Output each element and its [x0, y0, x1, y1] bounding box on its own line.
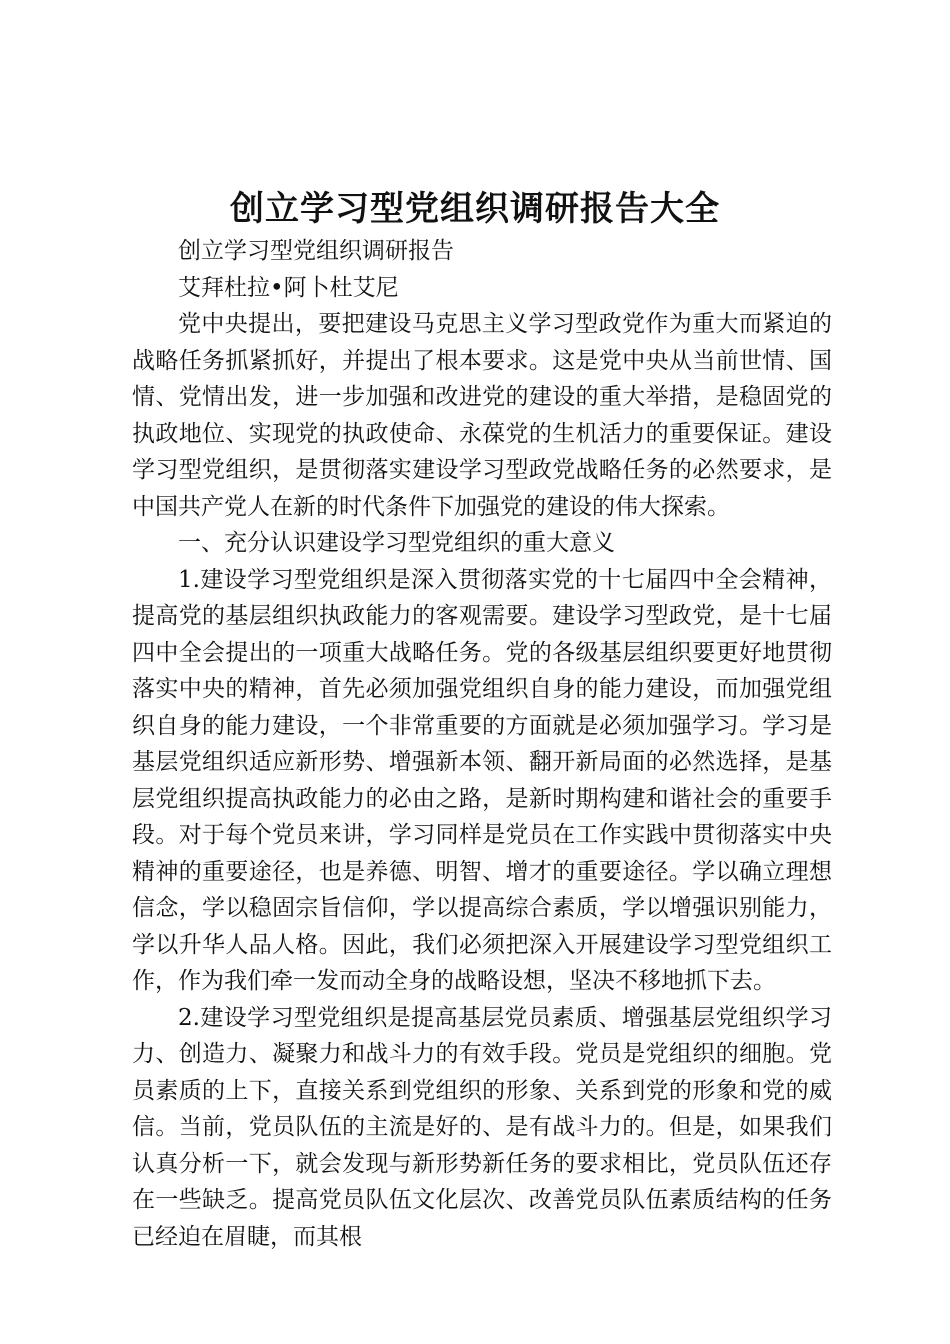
point-2-paragraph: 2.建设学习型党组织是提高基层党员素质、增强基层党组织学习力、创造力、凝聚力和战斗力的有效手段。党员是党组织的细胞。党员素质的上下，直接关系到党组织的形象、关系到党的形象和党的威信。当前，党员队伍的主流是好的、是有战斗力的。但是，如果我们认真分析一下，就会发现与新形势新任务的要求相比，党员队伍还存在一些缺乏。提高党员队伍文化层次、改善党员队伍素质结构的任务已经迫在眉睫，而其根	[132, 1004, 832, 1250]
section-heading: 一、充分认识建设学习型党组织的重大意义	[178, 530, 615, 556]
author-paragraph: 艾拜杜拉•阿卜杜艾尼	[178, 274, 399, 301]
document-title: 创立学习型党组织调研报告大全	[230, 189, 720, 229]
document-body	[132, 233, 832, 1255]
intro-paragraph: 党中央提出，要把建设马克思主义学习型政党作为重大而紧迫的战略任务抓紧抓好，并提出了根本要求。这是党中央从当前世情、国情、党情出发，进一步加强和改进党的建设的重大举措，是稳固党的执政地位、实现党的执政使命、永葆党的生机活力的重要保证。建设学习型党组织，是贯彻落实建设学习型政党战略任务的必然要求，是中国共产党人在新的时代条件下加强党的建设的伟大探索。	[132, 311, 832, 520]
point-1-paragraph: 1.建设学习型党组织是深入贯彻落实党的十七届四中全会精神，提高党的基层组织执政能力的客观需要。建设学习型政党，是十七届四中全会提出的一项重大战略任务。党的各级基层组织要更好地贯彻落实中央的精神，首先必须加强党组织自身的能力建设，而加强党组织自身的能力建设，一个非常重要的方面就是必须加强学习。学习是基层党组织适应新形势、增强新本领、翻开新局面的必然选择，是基层党组织提高执政能力的必由之路，是新时期构建和谐社会的重要手段。对于每个党员来讲，学习同样是党员在工作实践中贯彻落实中央精神的重要途径，也是养德、明智、增才的重要途径。学以确立理想信念，学以稳固宗旨信仰，学以提高综合素质，学以增强识别能力，学以升华人品人格。因此，我们必须把深入开展建设学习型党组织工作，作为我们牵一发而动全身的战略设想，坚决不移地抓下去。	[132, 566, 832, 994]
subtitle-paragraph: 创立学习型党组织调研报告	[178, 238, 454, 264]
